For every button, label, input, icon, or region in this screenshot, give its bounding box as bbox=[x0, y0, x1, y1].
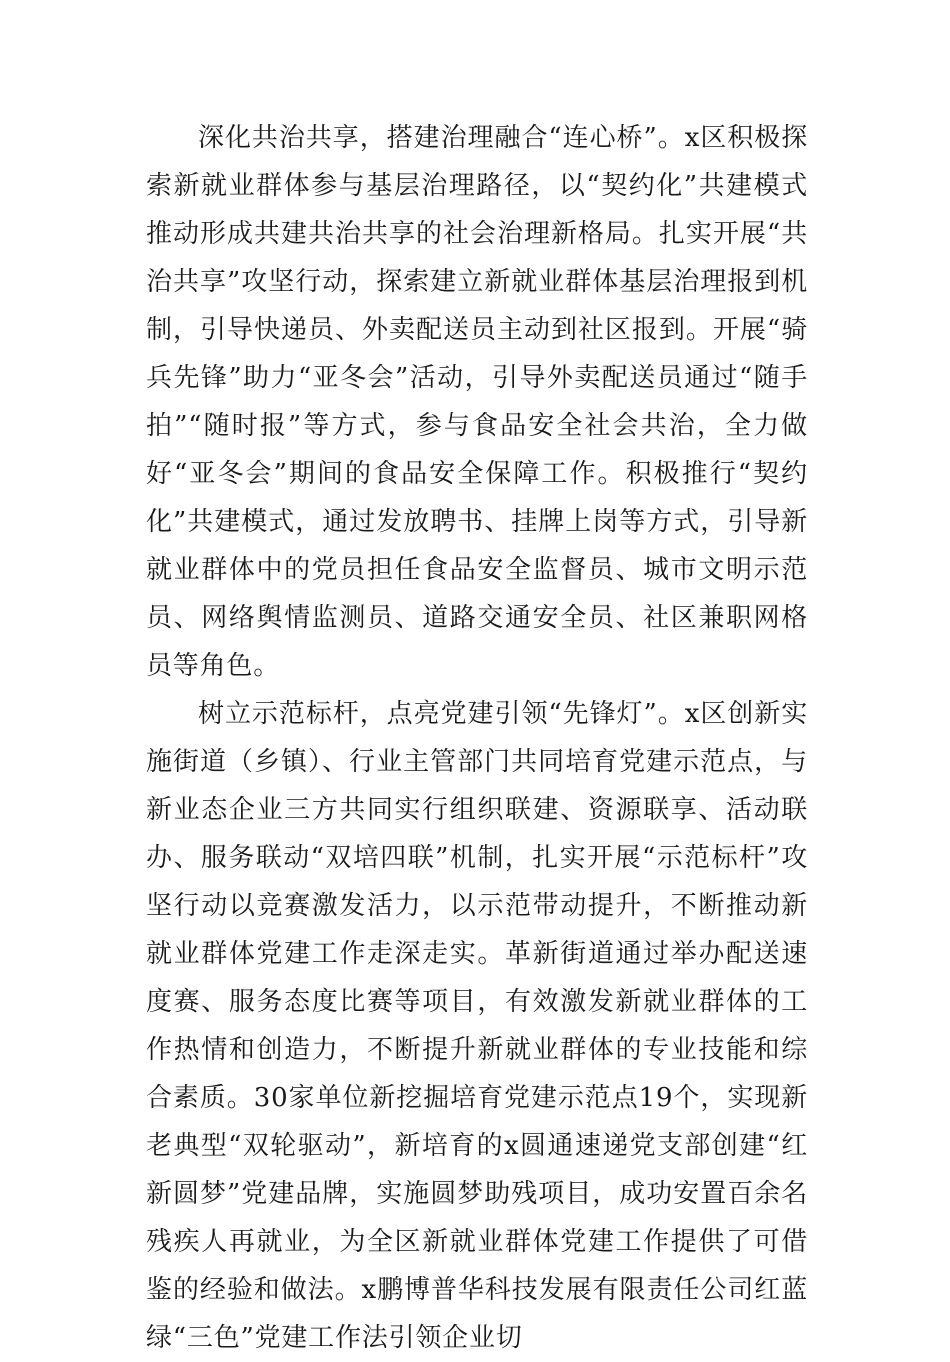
paragraph-model-benchmark: 树立示范标杆，点亮党建引领“先锋灯”。x区创新实施街道（乡镇）、行业主管部门共同培育党建示范点，与新业态企业三方共同实行组织联建、资源联享、活动联办、服务联动“双培四联”机制，扎实开展“示范标杆”攻坚行动以竞赛激发活力，以示范带动提升，不断推动新就业群体党建工作走深走实。革新街道通过举办配送速度赛、服务态度比赛等项目，有效激发新就业群体的工作热情和创造力，不断提升新就业群体的专业技能和综合素质。30家单位新挖掘培育党建示范点19个，实现新老典型“双轮驱动”，新培育的x圆通速递党支部创建“红新圆梦”党建品牌，实施圆梦助残项目，成功安置百余名残疾人再就业，为全区新就业群体党建工作提供了可借鉴的经验和做法。x鹏博普华科技发展有限责任公司红蓝绿“三色”党建工作法引领企业切 bbox=[146, 699, 808, 1353]
paragraph-co-governance: 深化共治共享，搭建治理融合“连心桥”。x区积极探索新就业群体参与基层治理路径，以“契约化”共建模式推动形成共建共治共享的社会治理新格局。扎实开展“共治共享”攻坚行动，探索建立新就业群体基层治理报到机制，引导快递员、外卖配送员主动到社区报到。开展“骑兵先锋”助力“亚冬会”活动，引导外卖配送员通过“随手拍”“随时报”等方式，参与食品安全社会共治，全力做好“亚冬会”期间的食品安全保障工作。积极推行“契约化”共建模式，通过发放聘书、挂牌上岗等方式，引导新就业群体中的党员担任食品安全监督员、城市文明示范员、网络舆情监测员、道路交通安全员、社区兼职网格员等角色。 bbox=[146, 123, 808, 681]
document-body bbox=[146, 114, 808, 1362]
